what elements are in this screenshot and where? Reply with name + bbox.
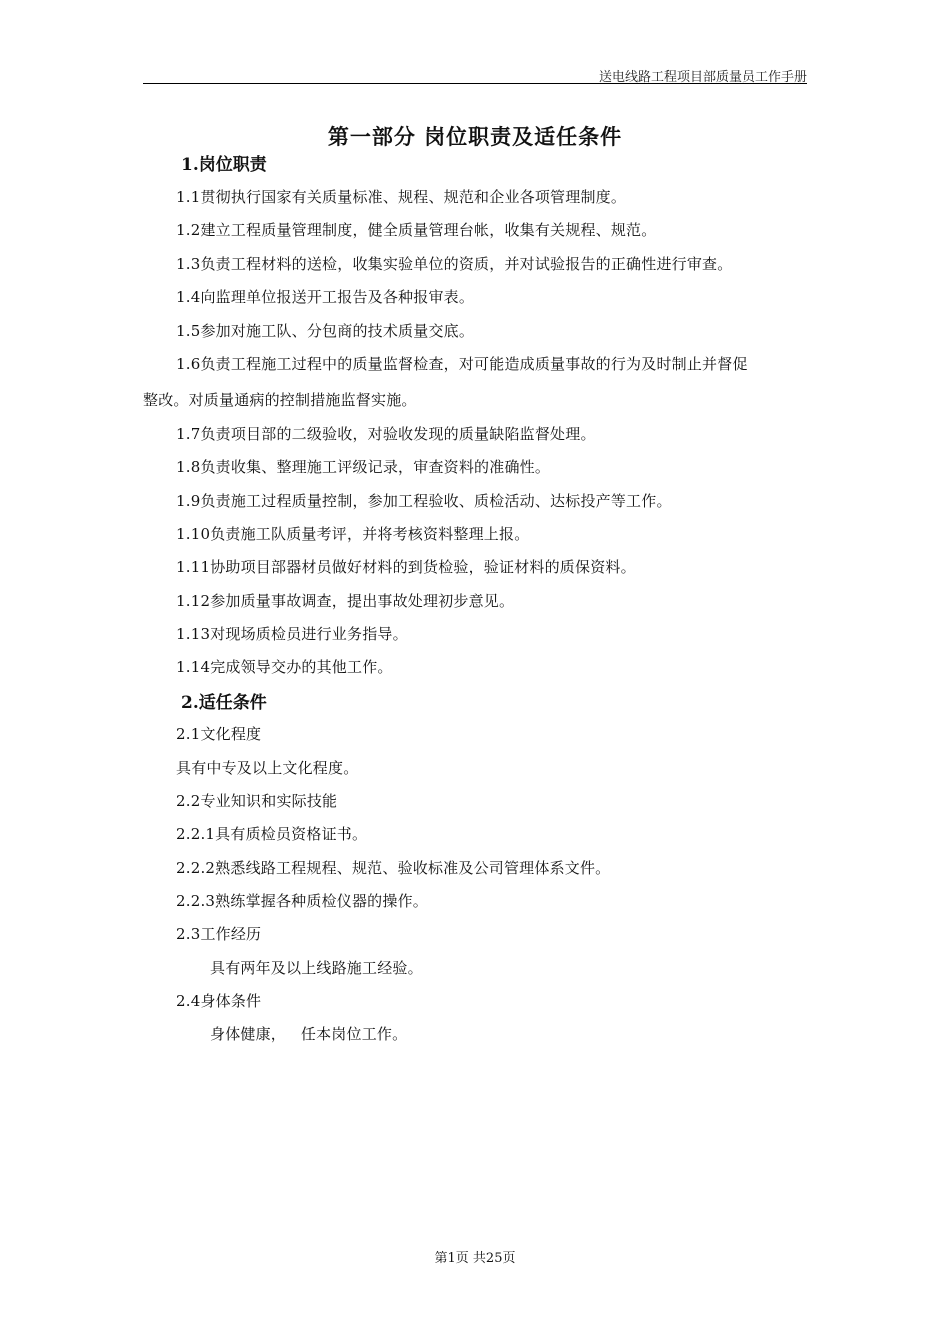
paragraph: 1.6负责工程施工过程中的质量监督检查，对可能造成质量事故的行为及时制止并督促 xyxy=(176,355,748,373)
paragraph: 2.4身体条件 xyxy=(176,992,262,1010)
paragraph: 1.12参加质量事故调查，提出事故处理初步意见。 xyxy=(176,592,515,610)
paragraph: 2.2.3熟练掌握各种质检仪器的操作。 xyxy=(176,892,428,910)
paragraph: 1.1贯彻执行国家有关质量标准、规程、规范和企业各项管理制度。 xyxy=(176,188,627,206)
paragraph: 2.1文化程度 xyxy=(176,725,262,743)
paragraph: 1.7负责项目部的二级验收，对验收发现的质量缺陷监督处理。 xyxy=(176,425,596,443)
paragraph-indented: 身体健康， 任本岗位工作。 xyxy=(210,1025,408,1043)
paragraph: 具有中专及以上文化程度。 xyxy=(176,759,359,777)
paragraph: 1.11协助项目部器材员做好材料的到货检验，验证材料的质保资料。 xyxy=(176,558,636,576)
paragraph: 1.9负责施工过程质量控制，参加工程验收、质检活动、达标投产等工作。 xyxy=(176,492,672,510)
paragraph: 2.3工作经历 xyxy=(176,925,262,943)
paragraph: 2.2.2熟悉线路工程规程、规范、验收标准及公司管理体系文件。 xyxy=(176,859,611,877)
paragraph: 1.4向监理单位报送开工报告及各种报审表。 xyxy=(176,288,475,306)
paragraph: 1.3负责工程材料的送检，收集实验单位的资质，并对试验报告的正确性进行审查。 xyxy=(176,255,733,273)
paragraph: 1.13对现场质检员进行业务指导。 xyxy=(176,625,408,643)
running-header-title: 送电线路工程项目部质量员工作手册 xyxy=(598,70,807,85)
paragraph: 2.2.1具有质检员资格证书。 xyxy=(176,825,368,843)
paragraph-indented: 具有两年及以上线路施工经验。 xyxy=(210,959,423,977)
section-heading-qualifications: 2.适任条件 xyxy=(181,693,267,713)
paragraph: 1.5参加对施工队、分包商的技术质量交底。 xyxy=(176,322,475,340)
header-divider xyxy=(143,83,807,84)
page-title: 第一部分 岗位职责及适任条件 xyxy=(327,124,623,149)
paragraph: 1.2建立工程质量管理制度，健全质量管理台帐，收集有关规程、规范。 xyxy=(176,221,657,239)
section-heading-duties: 1.岗位职责 xyxy=(181,155,267,175)
paragraph: 1.14完成领导交办的其他工作。 xyxy=(176,658,393,676)
paragraph: 1.10负责施工队质量考评，并将考核资料整理上报。 xyxy=(176,525,530,543)
page-footer-number: 第1页 共25页 xyxy=(434,1251,516,1266)
paragraph: 1.8负责收集、整理施工评级记录，审查资料的准确性。 xyxy=(176,458,551,476)
paragraph: 2.2专业知识和实际技能 xyxy=(176,792,338,810)
paragraph-continuation: 整改。对质量通病的控制措施监督实施。 xyxy=(143,391,417,409)
